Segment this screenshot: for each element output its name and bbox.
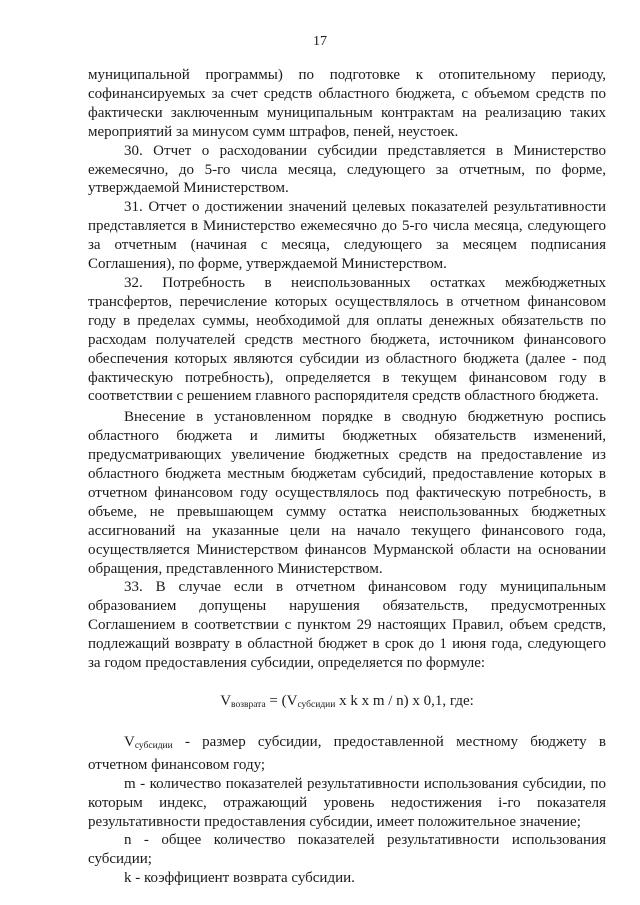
return-amount-formula xyxy=(88,692,606,715)
paragraph-33: 33. В случае если в отчетном финансовом году муниципальным образованием допущены нарушения обязательств, предусмотренных Соглашением в соответствии с пунктом 29 настоящих Правил, объем средств, подлежащий возврату в областной бюджет в срок до 1 июня года, следующего за годом предоставления субсидии, определяется по формуле: xyxy=(88,579,606,672)
paragraph-continued: муниципальной программы) по подготовке к отопительному периоду, софинансируемых за счет средств областного бюджета, с объемом средств по фактически заключенным муниципальным контрактам на реализацию таких мероприятий за минусом сумм штрафов, пеней, неустоек. xyxy=(88,67,606,140)
definition-v-subsidy-text: - размер субсидии, предоставленной местному бюджету в отчетном финансовом году; xyxy=(88,733,606,773)
paragraph-30: 30. Отчет о расходовании субсидии представляется в Министерство ежемесячно, до 5-го числа месяца, следующего за отчетным, по форме, утверждаемой Министерством. xyxy=(88,142,606,197)
document-body xyxy=(88,66,606,888)
formula-rhs-subscript: субсидии xyxy=(297,700,336,710)
definition-m: m - количество показателей результативности использования субсидии, по которым индекс, отражающий уровень недостижения i-го показателя результативности предоставления субсидии, имеет положительное значение; xyxy=(88,775,606,830)
definition-v-subsidy-term xyxy=(124,734,173,750)
formula-lhs-subscript: возврата xyxy=(231,700,266,710)
definition-v-symbol: V xyxy=(124,733,135,750)
definition-n: n - общее количество показателей результативности использования субсидии; xyxy=(88,832,606,868)
definition-v-subsidy xyxy=(88,733,606,775)
definition-v-subscript: субсидии xyxy=(134,740,173,751)
formula-eq-open: = (V xyxy=(265,693,298,709)
paragraph-31: 31. Отчет о достижении значений целевых показателей результативности представляется в Министерство ежемесячно до 5-го числа месяца, следующего за отчетным (начиная с месяца, следующего за месяцем подписания Соглашения), по форме, утверждаемой Министерством. xyxy=(88,199,606,273)
paragraph-32: 32. Потребность в неиспользованных остатках межбюджетных трансфертов, перечисление которых осуществлялось в отчетном финансовом году в пределах суммы, необходимой для оплаты денежных обязательств по расходам получателей средств местного бюджета, источником финансового обеспечения которых являются субсидии из областного бюджета (далее - под фактическую потребность), определяется в текущем финансовом году в соответствии с решением главного распорядителя средств областного бюджета. xyxy=(88,274,606,405)
formula-rhs-tail: x k x m / n) x 0,1, где: xyxy=(335,693,474,709)
page-number: 17 xyxy=(313,34,327,49)
definition-k: k - коэффициент возврата субсидии. xyxy=(124,870,355,887)
paragraph-32-budget-amendment: Внесение в установленном порядке в сводную бюджетную роспись областного бюджета и лимиты бюджетных обязательств изменений, предусматривающих увеличение бюджетных средств на предоставление из областного бюджета местным бюджетам субсидий, предоставление которых в отчетном финансовом году осуществлялось под фактическую потребность, в объеме, не превышающем сумму остатка неиспользованных бюджетных ассигнований на указанные цели на начало текущего финансового года, осуществляется Министерством финансов Мурманской области на основании обращения, представленного Министерством. xyxy=(88,409,606,577)
formula-lhs-symbol: V xyxy=(220,693,232,709)
